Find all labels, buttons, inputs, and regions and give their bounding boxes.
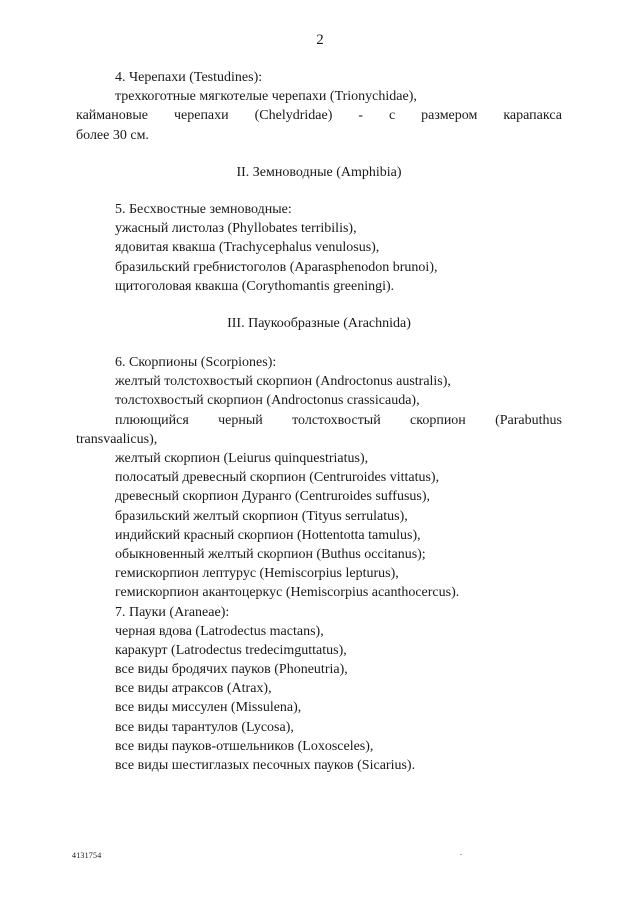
list-item: гемискорпион лептурус (Hemiscorpius lepturus), <box>115 566 399 582</box>
turtles-heading: 4. Черепахи (Testudines): <box>115 70 263 85</box>
list-item: все виды миссулен (Missulena), <box>115 700 302 716</box>
caiman-turtles-line-cont: более 30 см. <box>76 127 149 143</box>
list-item: обыкновенный желтый скорпион (Buthus occitanus); <box>115 546 426 562</box>
list-item: ужасный листолаз (Phyllobates terribilis), <box>115 221 357 237</box>
word: (Parabuthus <box>495 412 562 428</box>
document-body <box>76 68 562 775</box>
scorpions-list-a <box>76 372 562 410</box>
spitting-scorpion-line <box>76 411 562 430</box>
word: плюющийся <box>115 412 189 428</box>
scorpions-heading: 6. Скорпионы (Scorpiones): <box>115 355 277 371</box>
word: (Chelydridae) <box>254 108 333 124</box>
document-id: 4131754 <box>72 851 102 860</box>
list-item: трехкоготные мягкотелые черепахи (Trionychidae), <box>115 89 417 105</box>
list-item: бразильский гребнистоголов (Aparasphenodon brunoi), <box>115 259 438 275</box>
word: скорпион <box>410 412 466 428</box>
list-item: древесный скорпион Дуранго (Centruroides suffusus), <box>115 489 431 505</box>
section-title-amphibia: II. Земноводные (Amphibia) <box>236 164 402 180</box>
scorpions-list-b <box>76 449 562 603</box>
word: карапакса <box>503 108 562 124</box>
list-item: щитоголовая квакша (Corythomantis greeningi). <box>115 278 395 294</box>
list-item: желтый толстохвостый скорпион (Androctonus australis), <box>115 374 451 390</box>
word: толстохвостый <box>292 412 381 428</box>
amphibia-list <box>76 219 562 296</box>
list-item: индийский красный скорпион (Hottentotta tamulus), <box>115 527 421 543</box>
list-item: черная вдова (Latrodectus mactans), <box>115 623 324 639</box>
spitting-scorpion-line-cont: transvaalicus), <box>76 431 158 447</box>
word: - <box>358 108 363 124</box>
list-item: все виды атраксов (Atrax), <box>115 681 272 697</box>
list-item: все виды шестиглазых песочных пауков (Sicarius). <box>115 758 416 773</box>
caiman-turtles-line <box>76 106 562 125</box>
list-item: ядовитая квакша (Trachycephalus venulosus), <box>115 240 380 256</box>
word: черный <box>218 412 263 428</box>
section-title-arachnida: III. Паукообразные (Arachnida) <box>227 315 411 331</box>
list-item: все виды бродячих пауков (Phoneutria), <box>115 662 348 678</box>
word: каймановые <box>76 108 148 124</box>
word: черепахи <box>173 108 229 124</box>
spiders-list <box>76 622 562 776</box>
spiders-heading: 7. Пауки (Araneae): <box>115 604 230 620</box>
list-item: бразильский желтый скорпион (Tityus serrulatus), <box>115 508 408 524</box>
footer-mark: . <box>460 848 462 857</box>
list-item: гемискорпион акантоцеркус (Hemiscorpius acanthocercus). <box>115 585 460 601</box>
turtles-list <box>76 87 562 106</box>
list-item: все виды пауков-отшельников (Loxosceles), <box>115 738 374 754</box>
list-item: каракурт (Latrodectus tredecimguttatus), <box>115 642 347 658</box>
list-item: желтый скорпион (Leiurus quinquestriatus), <box>115 451 369 466</box>
list-item: полосатый древесный скорпион (Centruroides vittatus), <box>115 470 440 486</box>
list-item: все виды тарантулов (Lycosa), <box>115 719 294 735</box>
page-number: 2 <box>316 32 324 48</box>
amphibia-heading: 5. Бесхвостные земноводные: <box>115 201 292 217</box>
list-item: толстохвостый скорпион (Androctonus crassicauda), <box>115 393 420 409</box>
word: с <box>388 108 396 124</box>
word: размером <box>421 108 478 124</box>
